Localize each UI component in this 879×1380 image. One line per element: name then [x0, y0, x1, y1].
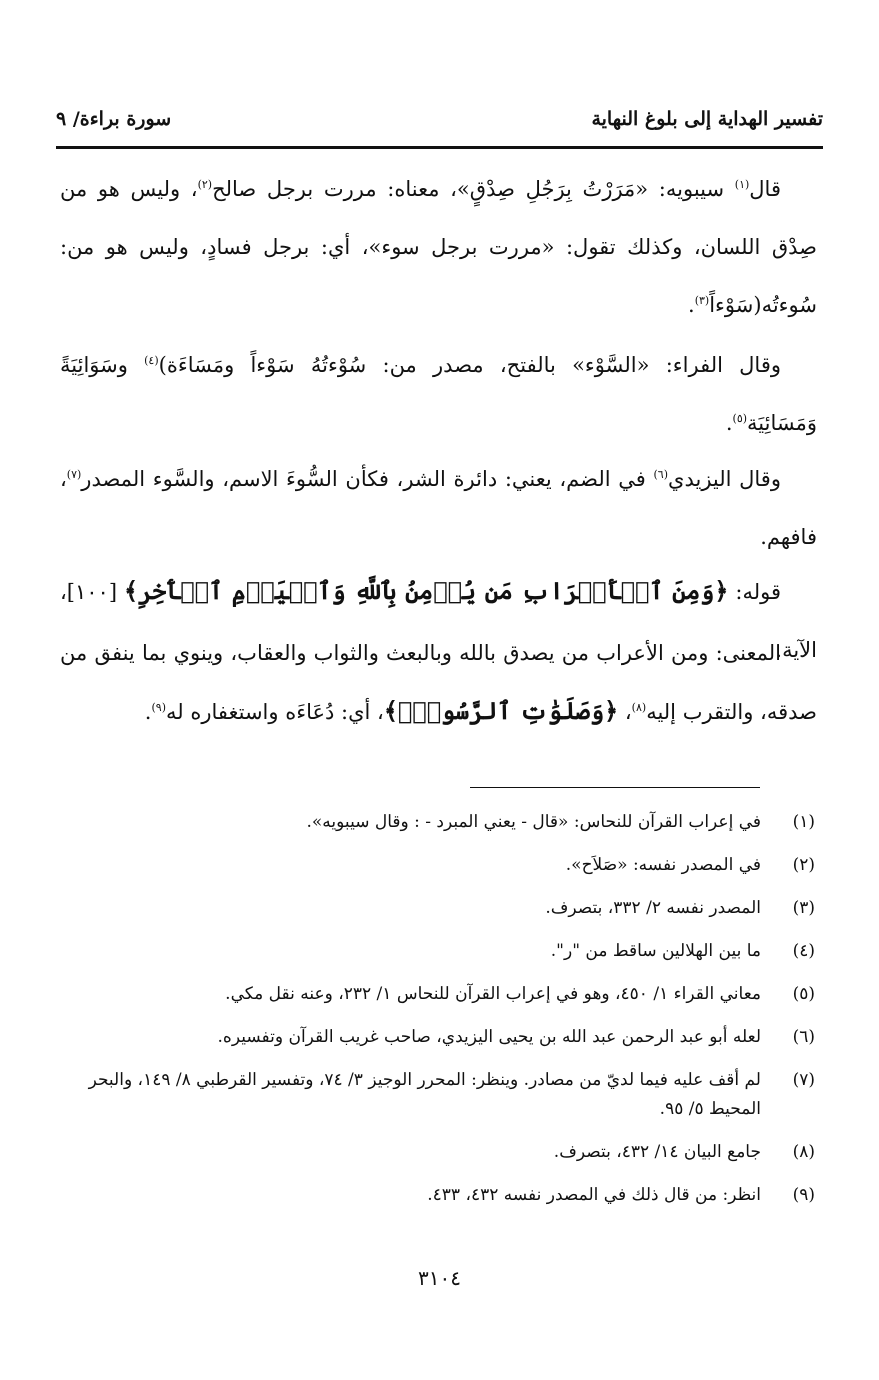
- footnote-number: (٧): [792, 1070, 815, 1090]
- paragraph-sibawayh: قال$^{(١)}$ سيبويه: «مَرَرْتُ بِرَجُلِ صِدْقٍ»، معناه: مررت برجل صالح$^{(٢)}$، وليس هو من صِدْق اللسان، وكذلك تقول: «مررت برجل سوء»، أي: برجل فسادٍ، وليس هو من: سُوءتُه(سَوْءاً$^{(٣)}$.: [60, 177, 817, 317]
- footnote-text: جامع البيان ١٤/ ٤٣٢، بتصرف.: [553, 1142, 761, 1162]
- footnote-ref-6[interactable]: (٦): [653, 468, 669, 481]
- paragraph-meaning: المعنى: ومن الأعراب من يصدق بالله وبالبعث والثواب والعقاب، وينوي بما ينفق من صدقه، والتقرب إليه$^{(٨)}$، ﴿وَصَلَوَٰتِ ٱلرَّسُولِۚ﴾، أي: دُعَاءَه واستغفاره له$^{(٩)}$.: [60, 641, 817, 725]
- header-divider: [56, 146, 823, 149]
- footnote-text: ما بين الهلالين ساقط من "ر".: [550, 941, 761, 961]
- footnote-item: [60, 1181, 817, 1210]
- page-header: [56, 108, 823, 144]
- footnote-ref-4[interactable]: (٤): [144, 354, 159, 367]
- surah-label: سورة براءة/ ٩: [56, 108, 172, 130]
- footnote-number: (٣): [792, 898, 815, 918]
- page-number: ٣١٠٤: [418, 1266, 461, 1290]
- footnote-text: في إعراب القرآن للنحاس: «قال - يعني المبرد - : وقال سيبويه».: [306, 812, 761, 832]
- footnote-item: [60, 980, 817, 1009]
- footnote-ref-8[interactable]: (٨): [631, 701, 647, 714]
- footnote-text: معاني القراء ١/ ٤٥٠، وهو في إعراب القرآن للنحاس ١/ ٢٣٢، وعنه نقل مكي.: [225, 984, 761, 1004]
- footnote-number: (١): [792, 812, 815, 832]
- footnote-text: انظر: من قال ذلك في المصدر نفسه ٤٣٢، ٤٣٣.: [427, 1185, 761, 1205]
- footnote-number: (٨): [792, 1142, 815, 1162]
- quran-verse-2: ﴿وَصَلَوَٰتِ ٱلرَّسُولِۚ﴾: [383, 696, 619, 725]
- footnote-ref-9[interactable]: (٩): [151, 701, 166, 714]
- footnote-item: [60, 808, 817, 837]
- footnote-text: لم أقف عليه فيما لديّ من مصادر. وينظر: المحرر الوجيز ٣/ ٧٤، وتفسير القرطبي ٨/ ١٤٩، والبحر المحيط ٥/ ٩٥.: [88, 1070, 761, 1119]
- footnotes: [60, 808, 817, 1224]
- footnote-text: المصدر نفسه ٢/ ٣٣٢، بتصرف.: [545, 898, 761, 918]
- paragraph-verse: قوله: ﴿وَمِنَ ٱلۡأَعۡرَابِ مَن يُؤۡمِنُ بِٱللَّهِ وَٱلۡيَوۡمِ ٱلۡأٓخِرِ﴾ [١٠٠]، الآية.: [60, 576, 817, 662]
- footnote-item: [60, 894, 817, 923]
- footnote-text: في المصدر نفسه: «صَلاَح».: [565, 855, 761, 875]
- footnote-item: [60, 1023, 817, 1052]
- footnote-number: (٦): [792, 1027, 815, 1047]
- paragraph-yazidi: وقال اليزيدي$^{(٦)}$ في الضم، يعني: دائرة الشر، فكأن السُّوءَ الاسم، والسَّوء المصدر$^{(٧)}$، فافهم.: [60, 467, 817, 549]
- footnote-item: [60, 937, 817, 966]
- footnote-item: [60, 1066, 817, 1124]
- footnote-ref-7[interactable]: (٧): [66, 468, 82, 481]
- footnote-number: (٢): [792, 855, 815, 875]
- footnote-divider: [470, 787, 760, 788]
- footnote-number: (٤): [792, 941, 815, 961]
- footnote-item: [60, 1138, 817, 1167]
- quran-verse: ﴿وَمِنَ ٱلۡأَعۡرَابِ مَن يُؤۡمِنُ بِٱللَّهِ وَٱلۡيَوۡمِ ٱلۡأٓخِرِ﴾: [124, 576, 729, 605]
- footnote-number: (٥): [792, 984, 815, 1004]
- footnote-item: [60, 851, 817, 880]
- footnote-text: لعله أبو عبد الرحمن عبد الله بن يحيى اليزيدي، صاحب غريب القرآن وتفسيره.: [217, 1027, 761, 1047]
- footnote-ref-5[interactable]: (٥): [732, 412, 748, 425]
- footnote-ref-1[interactable]: (١): [734, 178, 750, 191]
- book-title: تفسير الهداية إلى بلوغ النهاية: [591, 108, 823, 130]
- paragraph-farra: وقال الفراء: «السَّوْء» بالفتح، مصدر من: سُوْءتُهُ سَوْءاً ومَسَاءَة)$^{(٤)}$ وسَوَائِيَةً وَمَسَائِيَة$^{(٥)}$.: [60, 353, 817, 435]
- footnote-ref-2[interactable]: (٢): [197, 178, 213, 191]
- footnote-number: (٩): [792, 1185, 815, 1205]
- footnote-ref-3[interactable]: (٣): [694, 294, 710, 307]
